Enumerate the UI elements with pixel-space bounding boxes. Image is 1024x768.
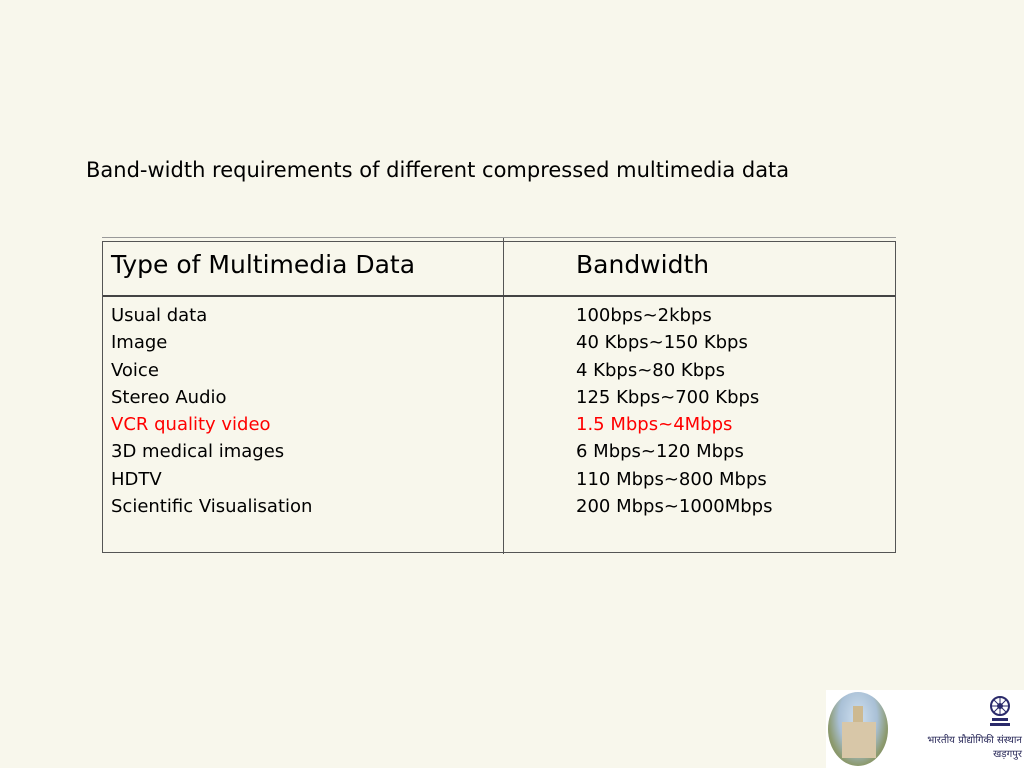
header-bandwidth: Bandwidth: [576, 250, 710, 279]
building-photo: [828, 692, 888, 766]
row-bandwidth: 40 Kbps~150 Kbps: [576, 332, 748, 354]
table-top-rule: [102, 237, 896, 238]
row-bandwidth: 200 Mbps~1000Mbps: [576, 496, 773, 518]
building-body: [842, 722, 876, 758]
institute-logo: [826, 690, 1024, 768]
slide-title: Band-width requirements of different compressed multimedia data: [86, 158, 790, 182]
row-type: 3D medical images: [111, 441, 285, 463]
type-column: [111, 302, 312, 520]
header-divider: [103, 295, 895, 297]
row-bandwidth: 125 Kbps~700 Kbps: [576, 386, 760, 408]
row-type: Stereo Audio: [111, 386, 227, 408]
iit-emblem-icon: [986, 694, 1014, 728]
bandwidth-column: [576, 302, 773, 520]
bandwidth-table: [102, 241, 896, 553]
row-type: VCR quality video: [111, 414, 271, 436]
institute-name-line1: भारतीय प्रौद्योगिकी संस्थान: [927, 735, 1022, 746]
row-type: Scientific Visualisation: [111, 496, 313, 518]
row-type: HDTV: [111, 468, 162, 490]
institute-name-line2: खड़गपुर: [993, 749, 1022, 760]
row-type: Image: [111, 332, 168, 354]
row-type: Usual data: [111, 305, 208, 326]
header-type: Type of Multimedia Data: [111, 250, 416, 279]
row-bandwidth: 6 Mbps~120 Mbps: [576, 441, 744, 463]
row-type: Voice: [111, 359, 159, 381]
row-bandwidth: 100bps~2kbps: [576, 305, 712, 326]
row-bandwidth: 110 Mbps~800 Mbps: [576, 468, 767, 490]
institute-name: [906, 734, 1022, 762]
row-bandwidth: 4 Kbps~80 Kbps: [576, 359, 725, 381]
row-bandwidth: 1.5 Mbps~4Mbps: [576, 414, 733, 436]
column-divider: [503, 238, 504, 554]
